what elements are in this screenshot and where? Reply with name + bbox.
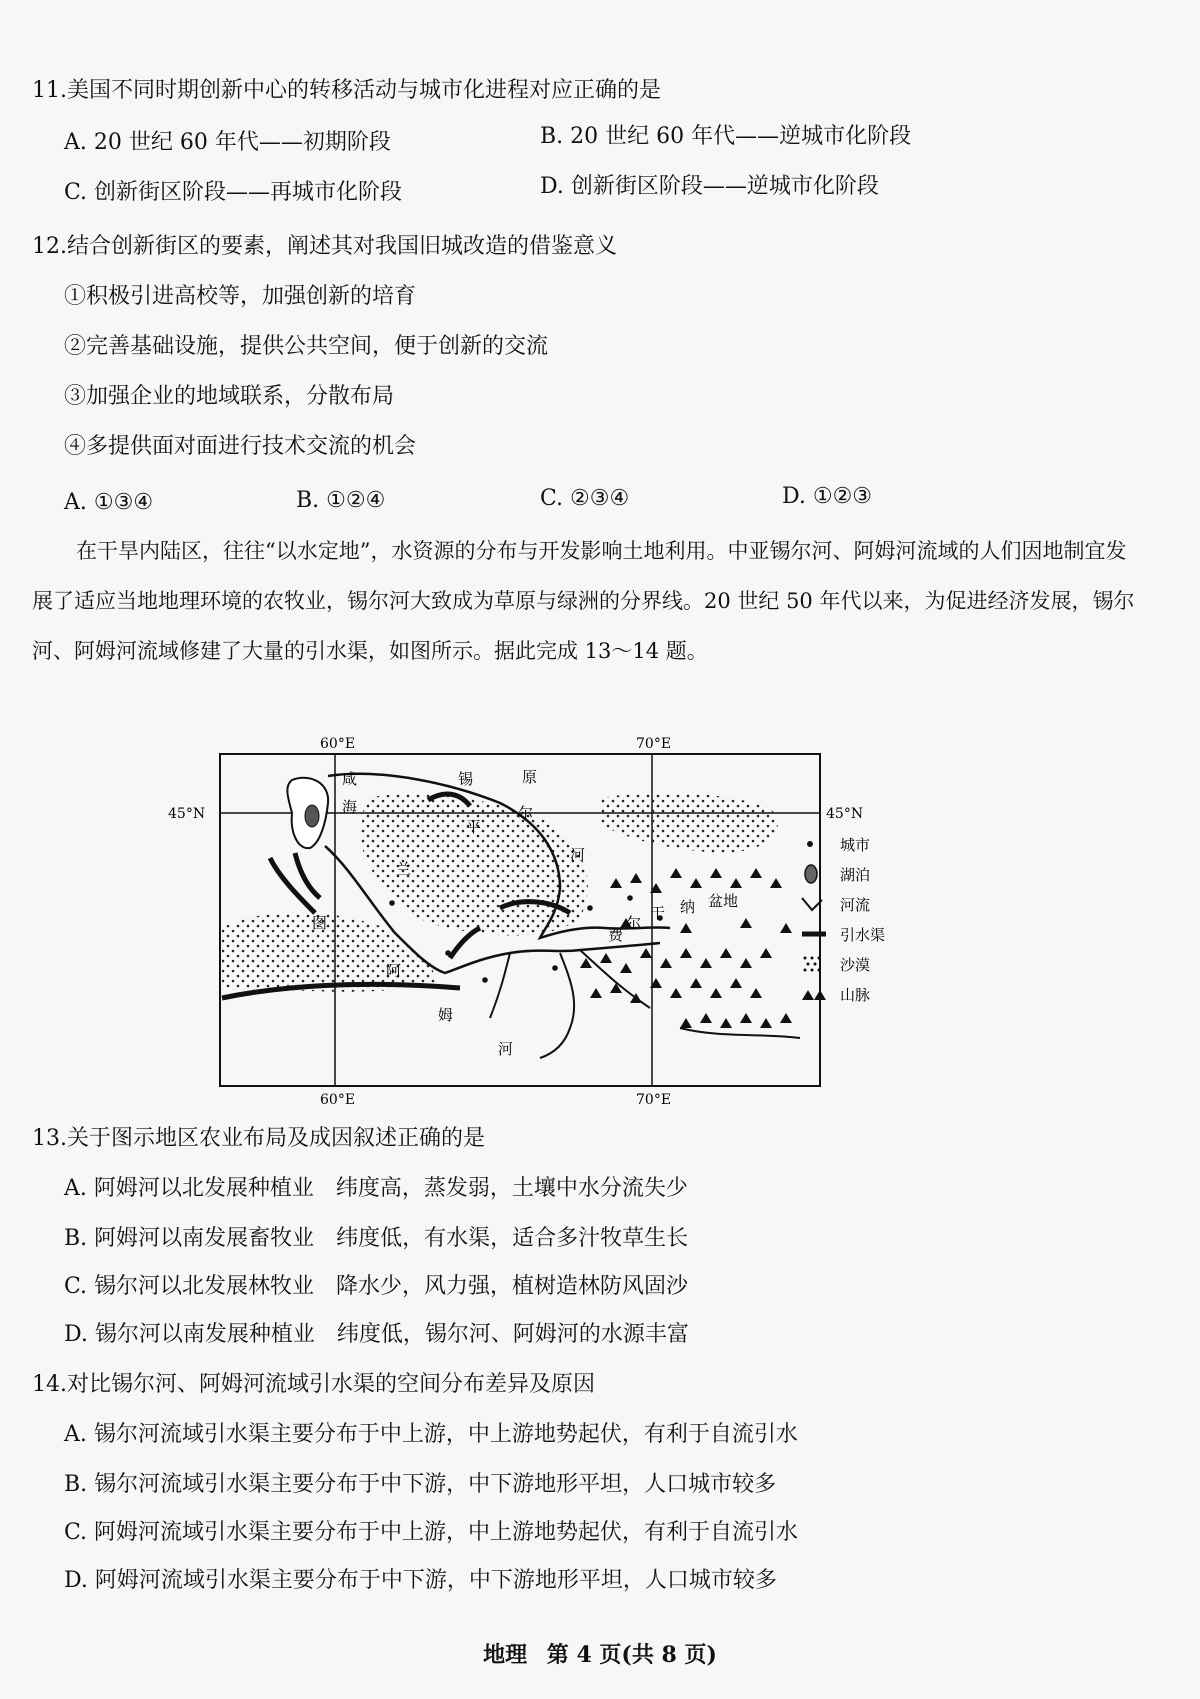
label-xi: 锡	[458, 770, 474, 788]
q11-option-c: C. 创新街区阶段——再城市化阶段	[64, 180, 403, 205]
footer-subject: 地理	[483, 1642, 528, 1668]
q12-option-d: D. ①②③	[782, 484, 873, 509]
map-figure	[160, 728, 880, 1108]
q11-option-b: B. 20 世纪 60 年代——逆城市化阶段	[540, 124, 912, 149]
label-ping: 平	[466, 818, 482, 836]
legend-mountain-icon	[802, 990, 826, 1000]
q14-option-a: A. 锡尔河流域引水渠主要分布于中上游，中上游地势起伏，有利于自流引水	[64, 1422, 798, 1447]
label-hai: 海	[342, 798, 358, 816]
label-xian: 咸	[342, 770, 358, 788]
label-a: 阿	[386, 962, 402, 980]
q12-statement-4: ④多提供面对面进行技术交流的机会	[64, 434, 417, 459]
legend-river-icon	[802, 898, 822, 910]
legend-canal: 引水渠	[840, 926, 886, 944]
q12-option-a: A. ①③④	[64, 490, 154, 515]
q13-option-d: D. 锡尔河以南发展种植业 纬度低，锡尔河、阿姆河的水源丰富	[64, 1322, 689, 1347]
label-lan: 兰	[396, 860, 412, 878]
legend-desert-icon	[804, 957, 821, 972]
legend-desert: 沙漠	[840, 956, 871, 974]
q12-option-c: C. ②③④	[540, 486, 630, 511]
legend-city-icon	[807, 841, 813, 847]
q14-stem: 14.对比锡尔河、阿姆河流域引水渠的空间分布差异及原因	[32, 1372, 595, 1397]
q12-statement-1: ①积极引进高校等，加强创新的培育	[64, 284, 417, 309]
q13-option-c: C. 锡尔河以北发展林牧业 降水少，风力强，植树造林防风固沙	[64, 1274, 689, 1299]
label-mu: 姆	[438, 1006, 454, 1024]
canal-west-2	[295, 853, 320, 898]
q14-option-b: B. 锡尔河流域引水渠主要分布于中下游，中下游地形平坦，人口城市较多	[64, 1472, 777, 1497]
label-he-syr: 河	[570, 846, 586, 864]
label-er2: 尔	[626, 914, 642, 932]
legend-lake-icon	[805, 865, 817, 883]
q11-stem: 11.美国不同时期创新中心的转移活动与城市化进程对应正确的是	[32, 78, 661, 103]
central-asia-map	[160, 728, 880, 1108]
desert-karakum	[222, 912, 435, 991]
footer-page-number: 第 4 页(共 8 页)	[546, 1642, 717, 1668]
q13-option-a: A. 阿姆河以北发展种植业 纬度高，蒸发弱，土壤中水分流失少	[64, 1176, 688, 1201]
legend-mountain: 山脉	[840, 986, 871, 1004]
q14-option-c: C. 阿姆河流域引水渠主要分布于中上游，中上游地势起伏，有利于自流引水	[64, 1520, 799, 1545]
legend-lake: 湖泊	[840, 866, 871, 884]
label-70e-bottom: 70°E	[636, 1092, 672, 1108]
label-70e-top: 70°E	[636, 736, 672, 752]
tributary-1	[490, 953, 510, 1018]
q13-option-b: B. 阿姆河以南发展畜牧业 纬度低，有水渠，适合多汁牧草生长	[64, 1226, 689, 1251]
q12-option-b: B. ①②④	[296, 488, 386, 513]
legend-city: 城市	[840, 836, 871, 854]
canal-amu	[450, 928, 480, 958]
q13-stem: 13.关于图示地区农业布局及成因叙述正确的是	[32, 1126, 485, 1151]
label-45n-right: 45°N	[826, 806, 864, 822]
label-na: 纳	[680, 898, 696, 916]
label-gan: 干	[650, 904, 666, 922]
reading-passage: 在干旱内陆区，往往“以水定地”，水资源的分布与开发影响土地利用。中亚锡尔河、阿姆河流域的人们因地制宜发展了适应当地地理环境的农牧业，锡尔河大致成为草原与绿洲的分界线。20 世纪 50 年代以来，为促进经济发展，锡尔河、阿姆河流域修建了大量的引水渠，如图所示。据此完成 13～14 题。	[32, 539, 1135, 663]
label-er: 尔	[518, 804, 534, 822]
q12-statement-3: ③加强企业的地域联系，分散布局	[64, 384, 395, 409]
label-tu: 图	[312, 914, 328, 932]
q12-stem: 12.结合创新街区的要素，阐述其对我国旧城改造的借鉴意义	[32, 234, 617, 259]
q11-option-d: D. 创新街区阶段——逆城市化阶段	[540, 174, 879, 199]
q12-statement-2: ②完善基础设施，提供公共空间，便于创新的交流	[64, 334, 549, 359]
aral-sea-island	[305, 805, 319, 827]
tributary-4	[680, 1028, 800, 1038]
label-60e-bottom: 60°E	[320, 1092, 356, 1108]
label-60e-top: 60°E	[320, 736, 356, 752]
map-legend	[800, 830, 920, 1020]
label-fei: 费	[608, 926, 624, 944]
label-yuan: 原	[522, 768, 538, 786]
label-he-amu: 河	[498, 1040, 514, 1058]
desert-north	[600, 793, 778, 853]
q11-option-a: A. 20 世纪 60 年代——初期阶段	[64, 130, 391, 155]
page-footer	[0, 1638, 1200, 1669]
legend-river: 河流	[840, 896, 871, 914]
label-45n-left: 45°N	[168, 806, 206, 822]
label-pendi: 盆地	[708, 892, 739, 910]
q14-option-d: D. 阿姆河流域引水渠主要分布于中下游，中下游地形平坦，人口城市较多	[64, 1568, 777, 1593]
